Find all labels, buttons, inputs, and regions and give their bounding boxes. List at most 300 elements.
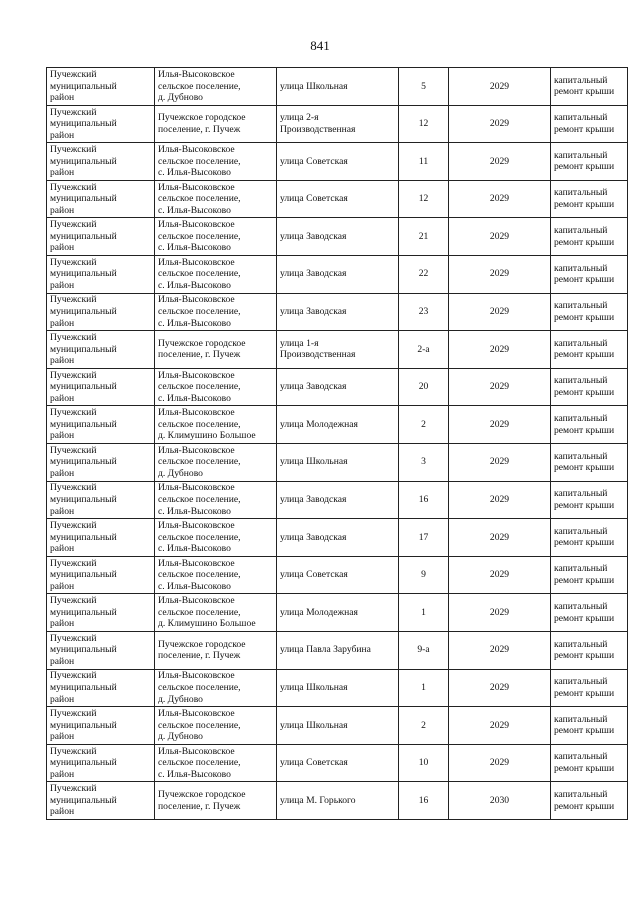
table-row <box>47 368 628 406</box>
district-cell-line: район <box>50 392 75 404</box>
district-cell <box>47 293 155 331</box>
year-cell: 2029 <box>449 481 551 519</box>
district-cell <box>47 368 155 406</box>
work-type-cell-line: капитальный <box>554 300 608 312</box>
table-row <box>47 556 628 594</box>
district-cell-line: район <box>50 430 75 442</box>
work-type-cell <box>551 556 628 594</box>
district-cell-line: район <box>50 656 75 667</box>
settlement-cell-line: сельское поселение, <box>158 569 241 581</box>
settlement-cell <box>155 105 277 143</box>
street-cell-line: улица Заводская <box>280 381 347 393</box>
table-row <box>47 68 628 106</box>
district-cell-line: район <box>50 468 75 480</box>
work-type-cell <box>551 68 628 106</box>
district-cell-line: Пучежский <box>50 332 97 344</box>
table-row <box>47 481 628 519</box>
district-cell-line: Пучежский <box>50 407 97 419</box>
work-type-cell-line: ремонт крыши <box>554 236 615 248</box>
district-cell-line: район <box>50 280 75 292</box>
street-cell <box>277 744 399 782</box>
settlement-cell-line: поселение, г. Пучеж <box>158 349 241 361</box>
year-cell: 2029 <box>449 631 551 669</box>
settlement-cell-line: сельское поселение, <box>158 757 241 769</box>
year-cell: 2030 <box>449 782 551 820</box>
district-cell-line: муниципальный <box>50 381 117 393</box>
district-cell-line: муниципальный <box>50 268 117 280</box>
year-cell: 2029 <box>449 255 551 293</box>
settlement-cell-line: с. Илья-Высоково <box>158 768 231 780</box>
district-cell-line: Пучежский <box>50 670 97 682</box>
work-type-cell-line: капитальный <box>554 788 608 800</box>
work-type-cell-line: ремонт крыши <box>554 274 615 286</box>
year-cell: 2029 <box>449 556 551 594</box>
district-cell-line: Пучежский <box>50 482 97 494</box>
street-cell <box>277 481 399 519</box>
street-cell-line: улица Советская <box>280 193 348 205</box>
work-type-cell <box>551 331 628 369</box>
work-type-cell <box>551 406 628 444</box>
district-cell <box>47 556 155 594</box>
house-number-cell: 10 <box>399 744 449 782</box>
settlement-cell-line: д. Дубново <box>158 731 203 743</box>
street-cell-line: улица Школьная <box>280 80 348 92</box>
work-type-cell-line: капитальный <box>554 450 608 462</box>
settlement-cell-line: сельское поселение, <box>158 682 241 693</box>
street-cell-line: улица 1-я <box>280 337 319 349</box>
district-cell <box>47 631 155 669</box>
year-cell: 2029 <box>449 594 551 632</box>
district-cell <box>47 744 155 782</box>
district-cell-line: муниципальный <box>50 606 117 618</box>
district-cell-line: муниципальный <box>50 80 117 92</box>
year-cell: 2029 <box>449 218 551 256</box>
street-cell <box>277 707 399 745</box>
house-number-cell: 16 <box>399 481 449 519</box>
district-cell-line: Пучежский <box>50 369 97 381</box>
house-number-cell: 20 <box>399 368 449 406</box>
work-type-cell <box>551 669 628 707</box>
district-cell-line: Пучежский <box>50 520 97 532</box>
district-cell-line: муниципальный <box>50 644 117 656</box>
street-cell-line: улица Заводская <box>280 306 347 318</box>
settlement-cell <box>155 556 277 594</box>
work-type-cell <box>551 180 628 218</box>
house-number-cell: 11 <box>399 143 449 181</box>
settlement-cell <box>155 255 277 293</box>
district-cell-line: муниципальный <box>50 757 117 769</box>
work-type-cell-line: капитальный <box>554 337 608 349</box>
district-cell <box>47 143 155 181</box>
district-cell-line: район <box>50 806 75 818</box>
house-number-cell: 5 <box>399 68 449 106</box>
street-cell <box>277 519 399 557</box>
work-type-cell-line: ремонт крыши <box>554 462 615 474</box>
table-row <box>47 594 628 632</box>
year-cell: 2029 <box>449 368 551 406</box>
work-type-cell-line: капитальный <box>554 525 608 537</box>
district-cell-line: Пучежский <box>50 106 97 118</box>
street-cell <box>277 293 399 331</box>
settlement-cell-line: Илья-Высоковское <box>158 482 235 494</box>
work-type-cell-line: ремонт крыши <box>554 762 615 774</box>
district-cell <box>47 180 155 218</box>
settlement-cell-line: Илья-Высоковское <box>158 557 235 569</box>
settlement-cell-line: Илья-Высоковское <box>158 745 235 757</box>
district-cell-line: муниципальный <box>50 155 117 167</box>
work-type-cell-line: капитальный <box>554 751 608 763</box>
street-cell <box>277 594 399 632</box>
district-cell <box>47 218 155 256</box>
district-cell <box>47 594 155 632</box>
year-cell: 2029 <box>449 180 551 218</box>
house-number-cell: 17 <box>399 519 449 557</box>
work-type-cell-line: ремонт крыши <box>554 687 615 699</box>
settlement-cell-line: поселение, г. Пучеж <box>158 650 241 662</box>
district-cell-line: район <box>50 768 75 780</box>
work-type-cell-line: капитальный <box>554 74 608 86</box>
district-cell-line: Пучежский <box>50 557 97 569</box>
street-cell-line: улица Павла Зарубина <box>280 644 371 656</box>
settlement-cell-line: Илья-Высоковское <box>158 595 235 607</box>
work-type-cell-line: капитальный <box>554 488 608 500</box>
house-number-cell: 2 <box>399 707 449 745</box>
table-row <box>47 105 628 143</box>
year-cell: 2029 <box>449 443 551 481</box>
work-type-cell <box>551 105 628 143</box>
district-cell-line: Пучежский <box>50 294 97 306</box>
district-cell-line: район <box>50 693 75 705</box>
house-number-cell: 12 <box>399 180 449 218</box>
settlement-cell-line: Илья-Высоковское <box>158 181 235 193</box>
district-cell-line: район <box>50 543 75 555</box>
table-row <box>47 180 628 218</box>
settlement-cell-line: Илья-Высоковское <box>158 407 235 419</box>
street-cell-line: улица Советская <box>280 569 348 581</box>
table-row <box>47 782 628 820</box>
settlement-cell-line: Пучежское городское <box>158 788 246 800</box>
street-cell-line: улица Школьная <box>280 719 348 731</box>
settlement-cell-line: с. Илья-Высоково <box>158 392 231 404</box>
work-type-cell-line: ремонт крыши <box>554 199 615 211</box>
settlement-cell <box>155 631 277 669</box>
district-cell-line: муниципальный <box>50 343 117 355</box>
district-cell <box>47 68 155 106</box>
settlement-cell <box>155 594 277 632</box>
settlement-cell-line: д. Климушино Большое <box>158 430 256 442</box>
settlement-cell-line: сельское поселение, <box>158 80 241 92</box>
page-number: 841 <box>310 38 330 53</box>
table-body <box>47 68 628 820</box>
work-type-cell-line: капитальный <box>554 112 608 124</box>
work-type-cell-line: капитальный <box>554 187 608 199</box>
work-type-cell-line: капитальный <box>554 676 608 688</box>
street-cell-line: улица М. Горького <box>280 794 356 806</box>
settlement-cell-line: сельское поселение, <box>158 456 241 468</box>
year-cell: 2029 <box>449 406 551 444</box>
district-cell-line: район <box>50 204 75 216</box>
street-cell <box>277 368 399 406</box>
settlement-cell-line: д. Дубново <box>158 92 203 104</box>
work-type-cell-line: капитальный <box>554 601 608 613</box>
year-cell: 2029 <box>449 143 551 181</box>
district-cell-line: Пучежский <box>50 256 97 268</box>
work-type-cell-line: ремонт крыши <box>554 499 615 511</box>
house-number-cell: 16 <box>399 782 449 820</box>
district-cell-line: муниципальный <box>50 193 117 205</box>
settlement-cell <box>155 331 277 369</box>
street-cell <box>277 180 399 218</box>
street-cell <box>277 105 399 143</box>
district-cell-line: Пучежский <box>50 144 97 156</box>
district-cell-line: Пучежский <box>50 595 97 607</box>
district-cell-line: район <box>50 129 75 141</box>
work-type-cell <box>551 594 628 632</box>
settlement-cell-line: сельское поселение, <box>158 494 241 506</box>
table-row <box>47 293 628 331</box>
district-cell-line: Пучежский <box>50 708 97 719</box>
work-type-cell-line: ремонт крыши <box>554 800 615 812</box>
district-cell-line: район <box>50 731 75 743</box>
settlement-cell <box>155 744 277 782</box>
district-cell-line: муниципальный <box>50 569 117 581</box>
settlement-cell <box>155 481 277 519</box>
house-number-cell: 3 <box>399 443 449 481</box>
street-cell-line: улица 2-я <box>280 112 319 124</box>
work-type-cell-line: капитальный <box>554 413 608 425</box>
settlement-cell <box>155 406 277 444</box>
work-type-cell <box>551 443 628 481</box>
settlement-cell <box>155 68 277 106</box>
year-cell: 2029 <box>449 519 551 557</box>
street-cell-line: улица Молодежная <box>280 606 358 618</box>
house-number-cell: 22 <box>399 255 449 293</box>
work-type-cell-line: ремонт крыши <box>554 424 615 436</box>
work-type-cell <box>551 782 628 820</box>
settlement-cell-line: Илья-Высоковское <box>158 294 235 306</box>
settlement-cell-line: д. Дубново <box>158 468 203 480</box>
settlement-cell <box>155 707 277 745</box>
district-cell-line: Пучежский <box>50 745 97 757</box>
work-type-cell-line: капитальный <box>554 713 608 725</box>
work-type-cell-line: ремонт крыши <box>554 612 615 624</box>
street-cell <box>277 68 399 106</box>
district-cell <box>47 443 155 481</box>
work-type-cell-line: капитальный <box>554 262 608 274</box>
settlement-cell <box>155 293 277 331</box>
settlement-cell-line: Илья-Высоковское <box>158 520 235 532</box>
work-type-cell <box>551 744 628 782</box>
district-cell-line: муниципальный <box>50 456 117 468</box>
street-cell <box>277 331 399 369</box>
settlement-cell-line: Илья-Высоковское <box>158 444 235 456</box>
table-row <box>47 669 628 707</box>
settlement-cell <box>155 218 277 256</box>
work-type-cell-line: ремонт крыши <box>554 537 615 549</box>
settlement-cell-line: сельское поселение, <box>158 719 241 731</box>
district-cell-line: Пучежский <box>50 783 97 795</box>
work-type-cell <box>551 481 628 519</box>
work-type-cell-line: ремонт крыши <box>554 311 615 323</box>
repair-schedule-table <box>46 67 628 820</box>
settlement-cell <box>155 143 277 181</box>
street-cell-line: улица Заводская <box>280 494 347 506</box>
district-cell-line: муниципальный <box>50 682 117 693</box>
settlement-cell-line: сельское поселение, <box>158 306 241 318</box>
street-cell <box>277 255 399 293</box>
district-cell <box>47 406 155 444</box>
house-number-cell: 2 <box>399 406 449 444</box>
house-number-cell: 9-а <box>399 631 449 669</box>
year-cell: 2029 <box>449 744 551 782</box>
settlement-cell-line: Илья-Высоковское <box>158 256 235 268</box>
work-type-cell-line: ремонт крыши <box>554 575 615 587</box>
work-type-cell <box>551 707 628 745</box>
district-cell-line: Пучежский <box>50 632 97 644</box>
house-number-cell: 1 <box>399 594 449 632</box>
district-cell <box>47 481 155 519</box>
settlement-cell-line: сельское поселение, <box>158 268 241 280</box>
district-cell <box>47 707 155 745</box>
district-cell-line: муниципальный <box>50 418 117 430</box>
street-cell-line: улица Школьная <box>280 682 348 693</box>
settlement-cell <box>155 782 277 820</box>
house-number-cell: 1 <box>399 669 449 707</box>
settlement-cell-line: сельское поселение, <box>158 418 241 430</box>
settlement-cell-line: с. Илья-Высоково <box>158 167 231 179</box>
district-cell-line: район <box>50 505 75 517</box>
street-cell-line: улица Школьная <box>280 456 348 468</box>
street-cell-line: улица Заводская <box>280 230 347 242</box>
table-row <box>47 707 628 745</box>
district-cell-line: Пучежский <box>50 181 97 193</box>
settlement-cell <box>155 519 277 557</box>
year-cell: 2029 <box>449 68 551 106</box>
street-cell <box>277 406 399 444</box>
street-cell-line: улица Советская <box>280 757 348 769</box>
settlement-cell-line: Пучежское городское <box>158 337 246 349</box>
settlement-cell <box>155 368 277 406</box>
settlement-cell-line: с. Илья-Высоково <box>158 543 231 555</box>
settlement-cell-line: Пучежское городское <box>158 638 246 650</box>
street-cell <box>277 631 399 669</box>
year-cell: 2029 <box>449 669 551 707</box>
table-row <box>47 218 628 256</box>
work-type-cell-line: капитальный <box>554 638 608 650</box>
district-cell-line: Пучежский <box>50 219 97 231</box>
settlement-cell-line: поселение, г. Пучеж <box>158 800 241 812</box>
street-cell-line: улица Советская <box>280 155 348 167</box>
street-cell <box>277 669 399 707</box>
street-cell-line: улица Заводская <box>280 531 347 543</box>
settlement-cell-line: с. Илья-Высоково <box>158 317 231 329</box>
settlement-cell-line: поселение, г. Пучеж <box>158 123 241 135</box>
house-number-cell: 2-а <box>399 331 449 369</box>
table-row <box>47 519 628 557</box>
street-cell <box>277 218 399 256</box>
district-cell <box>47 105 155 143</box>
work-type-cell <box>551 255 628 293</box>
street-cell-line: Производственная <box>280 123 356 135</box>
settlement-cell <box>155 180 277 218</box>
street-cell <box>277 556 399 594</box>
work-type-cell-line: капитальный <box>554 225 608 237</box>
year-cell: 2029 <box>449 293 551 331</box>
work-type-cell-line: ремонт крыши <box>554 725 615 737</box>
work-type-cell-line: капитальный <box>554 375 608 387</box>
table-row <box>47 255 628 293</box>
settlement-cell-line: сельское поселение, <box>158 193 241 205</box>
work-type-cell <box>551 293 628 331</box>
district-cell-line: район <box>50 167 75 179</box>
table-row <box>47 143 628 181</box>
district-cell-line: Пучежский <box>50 68 97 80</box>
district-cell-line: муниципальный <box>50 306 117 318</box>
settlement-cell-line: сельское поселение, <box>158 381 241 393</box>
street-cell-line: улица Заводская <box>280 268 347 280</box>
district-cell <box>47 331 155 369</box>
district-cell-line: район <box>50 580 75 592</box>
settlement-cell-line: сельское поселение, <box>158 606 241 618</box>
district-cell-line: муниципальный <box>50 719 117 731</box>
settlement-cell-line: с. Илья-Высоково <box>158 505 231 517</box>
settlement-cell-line: Илья-Высоковское <box>158 708 235 719</box>
work-type-cell <box>551 631 628 669</box>
street-cell <box>277 782 399 820</box>
settlement-cell-line: д. Климушино Большое <box>158 618 256 630</box>
settlement-cell-line: с. Илья-Высоково <box>158 242 231 254</box>
year-cell: 2029 <box>449 331 551 369</box>
district-cell-line: район <box>50 242 75 254</box>
work-type-cell <box>551 368 628 406</box>
settlement-cell-line: Илья-Высоковское <box>158 219 235 231</box>
district-cell <box>47 782 155 820</box>
district-cell-line: муниципальный <box>50 794 117 806</box>
street-cell-line: Производственная <box>280 349 356 361</box>
district-cell-line: муниципальный <box>50 531 117 543</box>
settlement-cell-line: Илья-Высоковское <box>158 369 235 381</box>
work-type-cell-line: ремонт крыши <box>554 387 615 399</box>
settlement-cell-line: с. Илья-Высоково <box>158 280 231 292</box>
settlement-cell-line: с. Илья-Высоково <box>158 204 231 216</box>
settlement-cell-line: сельское поселение, <box>158 155 241 167</box>
settlement-cell-line: д. Дубново <box>158 693 203 705</box>
work-type-cell <box>551 218 628 256</box>
street-cell <box>277 443 399 481</box>
year-cell: 2029 <box>449 105 551 143</box>
street-cell-line: улица Молодежная <box>280 418 358 430</box>
work-type-cell-line: ремонт крыши <box>554 161 615 173</box>
settlement-cell-line: сельское поселение, <box>158 531 241 543</box>
district-cell-line: муниципальный <box>50 230 117 242</box>
settlement-cell-line: Пучежское городское <box>158 112 246 124</box>
district-cell-line: район <box>50 618 75 630</box>
street-cell <box>277 143 399 181</box>
work-type-cell-line: ремонт крыши <box>554 86 615 98</box>
work-type-cell-line: ремонт крыши <box>554 123 615 135</box>
district-cell <box>47 519 155 557</box>
work-type-cell-line: ремонт крыши <box>554 349 615 361</box>
house-number-cell: 9 <box>399 556 449 594</box>
settlement-cell-line: с. Илья-Высоково <box>158 580 231 592</box>
district-cell-line: район <box>50 355 75 367</box>
district-cell-line: Пучежский <box>50 444 97 456</box>
settlement-cell-line: Илья-Высоковское <box>158 68 235 80</box>
district-cell <box>47 255 155 293</box>
table-row <box>47 331 628 369</box>
district-cell-line: муниципальный <box>50 118 117 130</box>
work-type-cell <box>551 143 628 181</box>
